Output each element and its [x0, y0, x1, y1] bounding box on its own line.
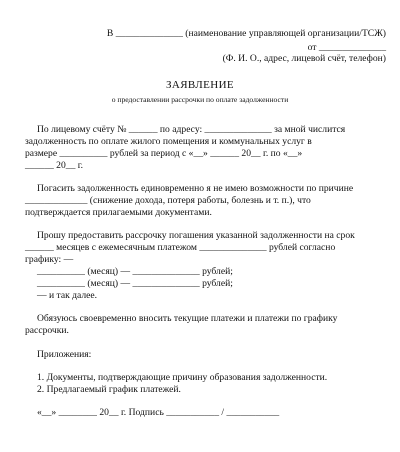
paragraph2-line: Погасить задолженность единовременно я не имею возможности по причине [37, 183, 354, 194]
paragraph3-line: ______ месяцев с ежемесячным платежом ______________ рублей согласно [25, 242, 336, 253]
signature-line: «__» ________ 20__ г. Подпись ___________ / ___________ [37, 407, 280, 418]
paragraph1-line: задолженность по оплате жилого помещения и коммунальных услуг в [25, 136, 312, 147]
schedule-row: __________ (месяц) — ______________ рублей; [37, 266, 233, 277]
attachments-heading: Приложения: [37, 349, 92, 360]
paragraph1-line: ______ 20__ г. [25, 160, 84, 171]
paragraph1-line: По лицевому счёту № ______ по адресу: ______________ за мной числится [37, 124, 346, 135]
header-from-hint: (Ф. И. О., адрес, лицевой счёт, телефон) [222, 53, 386, 64]
paragraph3-line: графику: — [25, 254, 74, 265]
paragraph1-line: размере __________ рублей за период с «__» ______ 20__ г. по «__» [25, 148, 303, 159]
paragraph4-line: рассрочки. [25, 325, 69, 336]
header-to-line: В ______________ (наименование управляющей организации/ТСЖ) [106, 28, 386, 39]
document-subtitle: о предоставлении рассрочки по оплате задолженности [111, 95, 289, 104]
attachment-item: 2. Предлагаемый график платежей. [37, 384, 181, 395]
schedule-row: __________ (месяц) — ______________ рублей; [37, 278, 233, 289]
header-from-line: от ______________ [307, 42, 386, 53]
paragraph3-line: Прошу предоставить рассрочку погашения указанной задолженности на срок [37, 230, 355, 241]
paragraph2-line: подтверждается прилагаемыми документами. [25, 207, 212, 218]
paragraph2-line: _____________ (снижение дохода, потеря работы, болезнь и т. п.), что [25, 195, 311, 206]
paragraph4-line: Обязуюсь своевременно вносить текущие платежи и платежи по графику [37, 313, 338, 324]
schedule-row: — и так далее. [37, 290, 98, 301]
attachment-item: 1. Документы, подтверждающие причину образования задолженности. [37, 372, 328, 383]
document-title: ЗАЯВЛЕНИЕ [165, 79, 235, 91]
